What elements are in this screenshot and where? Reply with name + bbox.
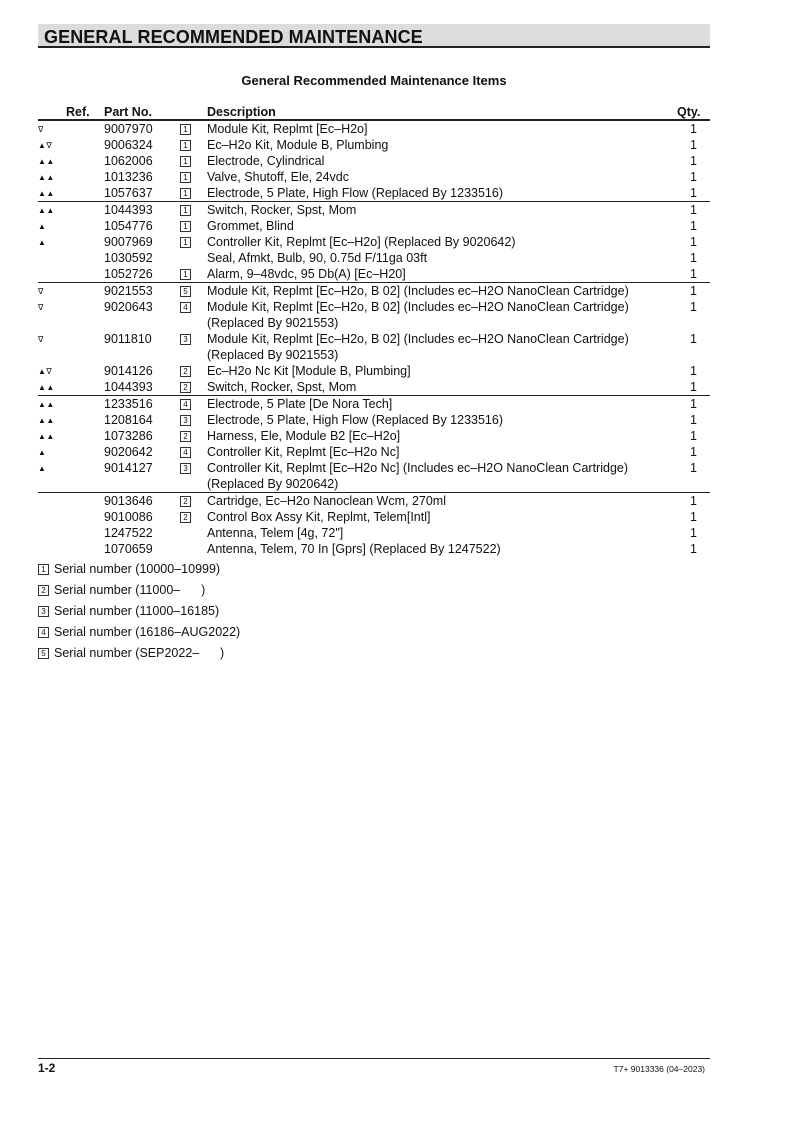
ref-marker <box>38 266 104 283</box>
part-number: 9007970 <box>104 121 180 138</box>
serial-ref <box>180 396 207 413</box>
part-description: Antenna, Telem, 70 In [Gprs] (Replaced By 1247522) <box>207 542 501 556</box>
serial-box-icon: 2 <box>180 496 191 507</box>
serial-ref <box>180 460 207 493</box>
table-row <box>38 137 710 153</box>
part-description: Electrode, 5 Plate, High Flow (Replaced By 1233516) <box>207 186 503 200</box>
quantity: 1 <box>690 219 697 233</box>
serial-ref <box>180 218 207 234</box>
serial-ref <box>180 379 207 396</box>
ref-marker: ▲ <box>38 448 47 457</box>
part-number: 9020643 <box>104 300 153 314</box>
part-description: Electrode, Cylindrical <box>207 154 325 168</box>
part-description: Alarm, 9–48vdc, 95 Db(A) [Ec–H20] <box>207 267 406 281</box>
serial-box-icon: 3 <box>180 463 191 474</box>
legend-text: Serial number (16186–AUG2022) <box>54 625 241 639</box>
ref-marker: ▲ <box>38 464 47 473</box>
serial-ref <box>180 363 207 379</box>
legend-text: Serial number (11000– ) <box>54 583 206 597</box>
part-description: Ec–H2o Kit, Module B, Plumbing <box>207 138 389 152</box>
serial-box-icon: 2 <box>180 512 191 523</box>
part-description: Switch, Rocker, Spst, Mom <box>207 202 677 219</box>
part-number: 9021553 <box>104 283 180 300</box>
column-header-description: Description <box>207 105 276 119</box>
document-id: T7+ 9013336 (04–2023) <box>613 1064 705 1074</box>
ref-marker <box>38 525 104 541</box>
serial-box-icon: 2 <box>38 585 49 596</box>
part-number: 9020642 <box>104 445 153 459</box>
quantity: 1 <box>690 235 697 249</box>
part-description: Cartridge, Ec–H2o Nanoclean Wcm, 270ml <box>207 493 677 510</box>
part-description: Module Kit, Replmt [Ec–H2o, B 02] (Includes ec–H2O NanoClean Cartridge) (Replaced By 9021553) <box>207 332 629 362</box>
serial-box-icon: 2 <box>180 431 191 442</box>
serial-ref <box>180 137 207 153</box>
table-row <box>38 153 710 169</box>
ref-marker: ▲▲ <box>38 157 55 166</box>
table-row <box>38 428 710 444</box>
table-row <box>38 525 710 541</box>
legend-item <box>38 645 240 666</box>
ref-marker: ▲▲ <box>38 202 104 219</box>
serial-ref <box>180 412 207 428</box>
column-header-part-no: Part No. <box>104 105 152 119</box>
serial-ref <box>180 169 207 185</box>
part-number: 1070659 <box>104 542 153 556</box>
part-description: Controller Kit, Replmt [Ec–H2o Nc] (Includes ec–H2O NanoClean Cartridge) (Replaced By 9020642) <box>207 461 629 491</box>
table-row <box>38 250 710 266</box>
quantity: 1 <box>690 138 697 152</box>
serial-box-icon: 1 <box>180 269 191 280</box>
quantity: 1 <box>690 170 697 184</box>
serial-box-icon: 4 <box>180 399 191 410</box>
ref-marker: ▲▲ <box>38 432 55 441</box>
serial-ref <box>180 299 207 331</box>
quantity: 1 <box>677 202 710 219</box>
ref-marker: ∇ <box>38 303 44 312</box>
serial-box-icon: 4 <box>180 447 191 458</box>
table-row <box>38 412 710 428</box>
table-row <box>38 396 710 413</box>
part-number: 9011810 <box>104 332 152 346</box>
part-description: Harness, Ele, Module B2 [Ec–H2o] <box>207 429 401 443</box>
part-number: 9010086 <box>104 510 153 524</box>
serial-box-icon: 1 <box>180 237 191 248</box>
ref-marker: ▲∇ <box>38 141 53 150</box>
serial-ref <box>180 185 207 202</box>
table-row <box>38 379 710 396</box>
quantity: 1 <box>690 267 697 281</box>
column-header-ref: Ref. <box>66 105 90 119</box>
serial-ref <box>180 541 207 557</box>
legend-text: Serial number (11000–16185) <box>54 604 220 618</box>
ref-marker: ∇ <box>38 121 104 138</box>
table-title: General Recommended Maintenance Items <box>241 73 507 88</box>
serial-box-icon: 2 <box>180 382 191 393</box>
serial-ref <box>180 509 207 525</box>
ref-marker: ▲∇ <box>38 367 53 376</box>
legend-item <box>38 561 240 582</box>
serial-box-icon: 1 <box>180 140 191 151</box>
table-row <box>38 509 710 525</box>
serial-box-icon: 3 <box>38 606 49 617</box>
ref-marker <box>38 509 104 525</box>
table-row <box>38 169 710 185</box>
part-description: Grommet, Blind <box>207 219 294 233</box>
part-number: 1044393 <box>104 202 180 219</box>
quantity: 1 <box>690 154 697 168</box>
ref-marker: ▲ <box>38 238 47 247</box>
serial-box-icon: 1 <box>180 188 191 199</box>
quantity: 1 <box>690 429 697 443</box>
page-number: 1-2 <box>38 1061 56 1075</box>
quantity: 1 <box>690 445 697 459</box>
serial-box-icon: 1 <box>180 156 191 167</box>
serial-box-icon: 1 <box>180 221 191 232</box>
quantity: 1 <box>677 493 710 510</box>
part-number: 9007969 <box>104 235 153 249</box>
ref-marker: ▲▲ <box>38 416 55 425</box>
ref-marker: ▲▲ <box>38 173 55 182</box>
legend-item <box>38 624 240 645</box>
part-description: Module Kit, Replmt [Ec–H2o, B 02] (Includes ec–H2O NanoClean Cartridge) (Replaced By 9021553) <box>207 300 629 330</box>
part-number: 1030592 <box>104 251 153 265</box>
table-row <box>38 299 710 331</box>
serial-ref <box>180 525 207 541</box>
serial-ref <box>180 153 207 169</box>
part-number: 1233516 <box>104 396 180 413</box>
serial-legend <box>38 561 240 666</box>
part-description: Module Kit, Replmt [Ec–H2o] <box>207 121 677 138</box>
quantity: 1 <box>677 396 710 413</box>
serial-box-icon: 3 <box>180 415 191 426</box>
serial-ref <box>180 234 207 250</box>
legend-text: Serial number (10000–10999) <box>54 562 221 576</box>
quantity: 1 <box>690 542 697 556</box>
part-description: Control Box Assy Kit, Replmt, Telem[Intl] <box>207 510 431 524</box>
table-row <box>38 283 710 300</box>
serial-ref <box>180 202 207 219</box>
table-row <box>38 121 710 138</box>
part-description: Electrode, 5 Plate, High Flow (Replaced By 1233516) <box>207 413 503 427</box>
quantity: 1 <box>690 251 697 265</box>
ref-marker <box>38 493 104 510</box>
quantity: 1 <box>690 380 697 394</box>
serial-ref <box>180 428 207 444</box>
part-number: 1073286 <box>104 429 153 443</box>
part-description: Ec–H2o Nc Kit [Module B, Plumbing] <box>207 364 411 378</box>
ref-marker: ▲▲ <box>38 383 55 392</box>
table-row <box>38 363 710 379</box>
quantity: 1 <box>677 283 710 300</box>
serial-box-icon: 4 <box>38 627 49 638</box>
ref-marker: ▲ <box>38 222 47 231</box>
part-description: Seal, Afmkt, Bulb, 90, 0.75d F/11ga 03ft <box>207 251 428 265</box>
part-number: 9013646 <box>104 493 180 510</box>
column-header-qty: Qty. <box>677 105 701 119</box>
quantity: 1 <box>690 364 697 378</box>
serial-ref <box>180 331 207 363</box>
table-row <box>38 218 710 234</box>
part-description: Valve, Shutoff, Ele, 24vdc <box>207 170 349 184</box>
legend-text: Serial number (SEP2022– ) <box>54 646 225 660</box>
ref-marker: ▲▲ <box>38 189 55 198</box>
part-number: 1054776 <box>104 219 153 233</box>
serial-box-icon: 1 <box>180 205 191 216</box>
legend-item <box>38 582 240 603</box>
part-number: 9014126 <box>104 364 153 378</box>
serial-box-icon: 1 <box>180 172 191 183</box>
part-number: 9014127 <box>104 461 153 475</box>
quantity: 1 <box>690 413 697 427</box>
part-description: Controller Kit, Replmt [Ec–H2o] (Replaced By 9020642) <box>207 235 516 249</box>
serial-box-icon: 2 <box>180 366 191 377</box>
part-number: 1044393 <box>104 380 153 394</box>
part-description: Electrode, 5 Plate [De Nora Tech] <box>207 396 677 413</box>
part-number: 1247522 <box>104 526 153 540</box>
serial-box-icon: 1 <box>180 124 191 135</box>
part-number: 9006324 <box>104 138 153 152</box>
legend-item <box>38 603 240 624</box>
serial-ref <box>180 266 207 283</box>
ref-marker: ∇ <box>38 283 104 300</box>
serial-box-icon: 1 <box>38 564 49 575</box>
serial-ref <box>180 493 207 510</box>
part-number: 1062006 <box>104 154 153 168</box>
ref-marker: ▲▲ <box>38 396 104 413</box>
quantity: 1 <box>690 300 697 314</box>
ref-marker <box>38 250 104 266</box>
serial-box-icon: 3 <box>180 334 191 345</box>
serial-ref <box>180 444 207 460</box>
serial-box-icon: 5 <box>38 648 49 659</box>
table-row <box>38 266 710 283</box>
table-row <box>38 444 710 460</box>
ref-marker: ∇ <box>38 335 44 344</box>
table-row <box>38 185 710 202</box>
table-row <box>38 234 710 250</box>
part-description: Antenna, Telem [4g, 72"] <box>207 526 344 540</box>
part-description: Switch, Rocker, Spst, Mom <box>207 380 357 394</box>
quantity: 1 <box>690 510 697 524</box>
serial-ref <box>180 283 207 300</box>
part-number: 1052726 <box>104 267 153 281</box>
part-number: 1057637 <box>104 186 153 200</box>
ref-marker <box>38 541 104 557</box>
footer-rule <box>38 1058 710 1059</box>
part-number: 1013236 <box>104 170 153 184</box>
table-row <box>38 541 710 557</box>
quantity: 1 <box>690 526 697 540</box>
serial-box-icon: 5 <box>180 286 191 297</box>
parts-table <box>38 120 710 557</box>
serial-ref <box>180 121 207 138</box>
table-row <box>38 493 710 510</box>
section-title: GENERAL RECOMMENDED MAINTENANCE <box>44 27 423 47</box>
part-number: 1208164 <box>104 413 153 427</box>
quantity: 1 <box>677 121 710 138</box>
table-row <box>38 202 710 219</box>
serial-ref <box>180 250 207 266</box>
part-description: Controller Kit, Replmt [Ec–H2o Nc] <box>207 445 400 459</box>
table-row <box>38 460 710 493</box>
part-description: Module Kit, Replmt [Ec–H2o, B 02] (Includes ec–H2O NanoClean Cartridge) <box>207 283 677 300</box>
quantity: 1 <box>690 186 697 200</box>
serial-box-icon: 4 <box>180 302 191 313</box>
quantity: 1 <box>690 461 697 475</box>
quantity: 1 <box>690 332 697 346</box>
table-row <box>38 331 710 363</box>
